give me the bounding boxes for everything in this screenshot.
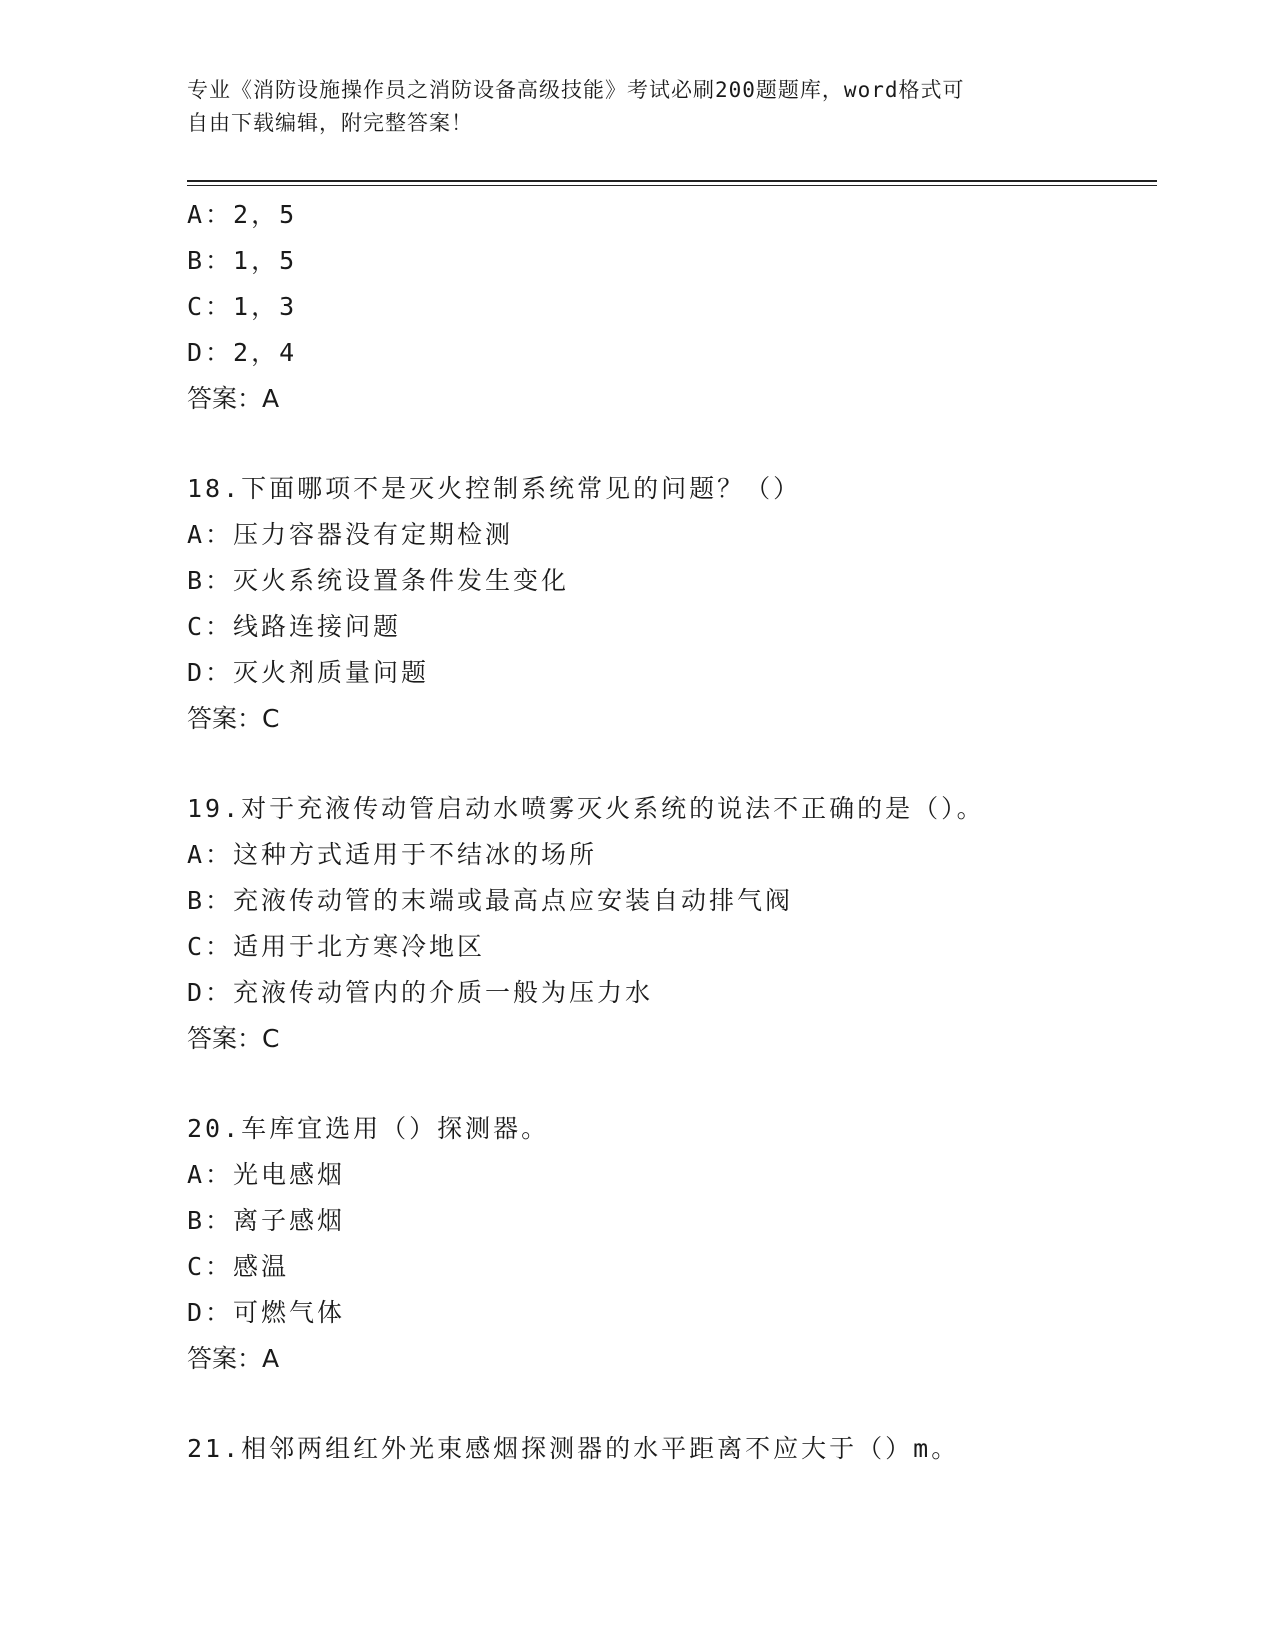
option-d: D：可燃气体 (187, 1298, 346, 1327)
header-line-1: 专业《消防设施操作员之消防设备高级技能》考试必刷200题题库，word格式可 (187, 78, 965, 102)
document-header (187, 74, 1067, 140)
option-b: B：离子感烟 (187, 1206, 346, 1235)
option-d: D：2，4 (187, 338, 298, 367)
question-list (187, 192, 1157, 1472)
question-text: 21.相邻两组红外光束感烟探测器的水平距离不应大于（）m。 (187, 1434, 960, 1463)
option-a: A：2，5 (187, 200, 298, 229)
question-block-18 (187, 466, 1157, 742)
option-c: C：线路连接问题 (187, 612, 402, 641)
option-c: C：1，3 (187, 292, 298, 321)
option-d: D：充液传动管内的介质一般为压力水 (187, 978, 654, 1007)
answer: 答案：A (187, 1344, 280, 1373)
option-c: C：适用于北方寒冷地区 (187, 932, 486, 961)
header-line-2: 自由下载编辑，附完整答案！ (187, 111, 473, 135)
option-a: A：光电感烟 (187, 1160, 346, 1189)
header-divider-thin (187, 185, 1157, 186)
question-block-17 (187, 192, 1157, 422)
option-a: A：压力容器没有定期检测 (187, 520, 514, 549)
question-text: 19.对于充液传动管启动水喷雾灭火系统的说法不正确的是（）。 (187, 794, 985, 823)
option-d: D：灭火剂质量问题 (187, 658, 430, 687)
answer: 答案：C (187, 1024, 280, 1053)
option-a: A：这种方式适用于不结冰的场所 (187, 840, 598, 869)
header-divider-thick (187, 180, 1157, 182)
option-b: B：充液传动管的末端或最高点应安装自动排气阀 (187, 886, 794, 915)
question-block-19 (187, 786, 1157, 1062)
option-b: B：1，5 (187, 246, 298, 275)
question-block-20 (187, 1106, 1157, 1382)
question-text: 18.下面哪项不是灭火控制系统常见的问题？（） (187, 474, 802, 503)
option-b: B：灭火系统设置条件发生变化 (187, 566, 570, 595)
answer: 答案：C (187, 704, 280, 733)
question-block-21 (187, 1426, 1157, 1472)
option-c: C：感温 (187, 1252, 290, 1281)
answer: 答案：A (187, 384, 280, 413)
question-text: 20.车库宜选用（）探测器。 (187, 1114, 550, 1143)
